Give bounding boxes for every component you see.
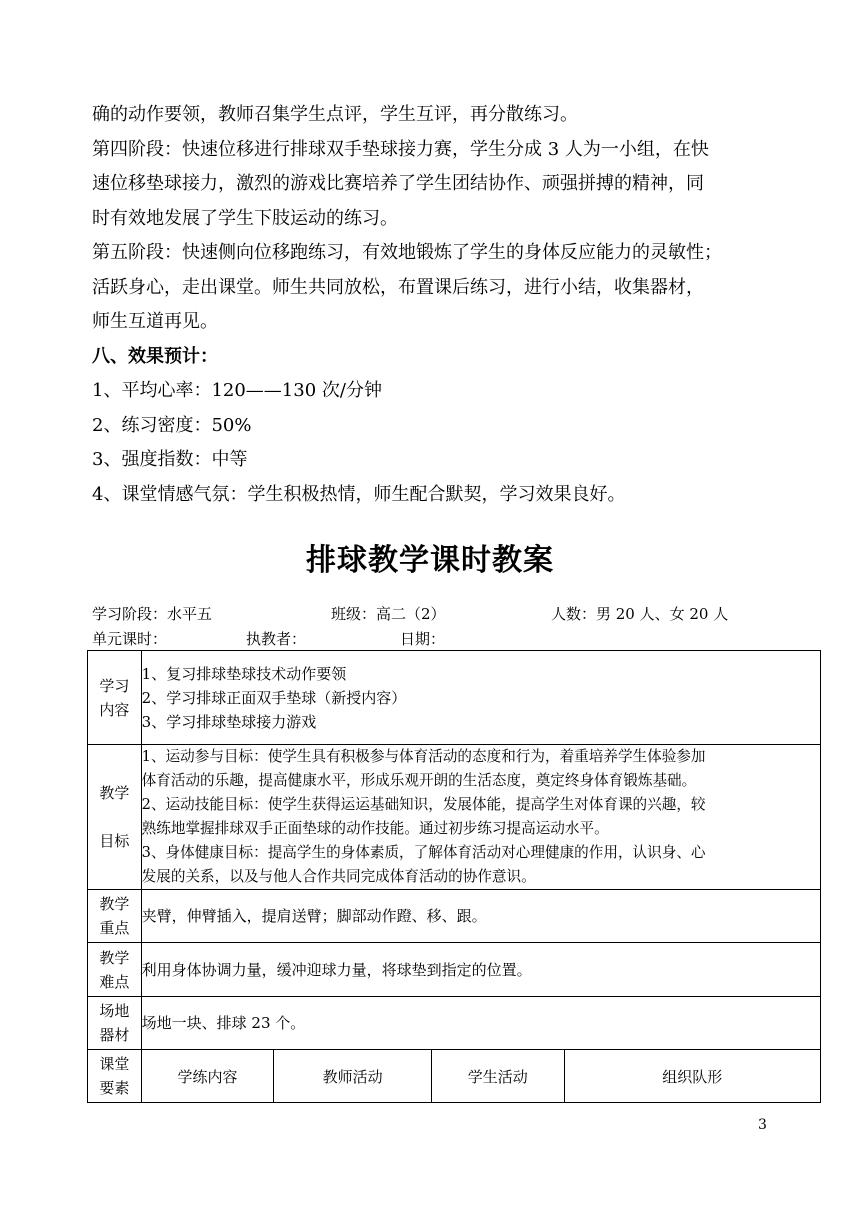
row-content-equipment: 场地一块、排球 23 个。 bbox=[141, 997, 820, 1050]
effect-item: 1、平均心率：120——130 次/分钟 bbox=[92, 380, 382, 401]
content-line: 1、复习排球垫球技术动作要领 bbox=[141, 664, 347, 683]
row-content-difficulties: 利用身体协调力量，缓冲迎球力量，将球垫到指定的位置。 bbox=[141, 943, 820, 997]
text-line: 第四阶段：快速位移进行排球双手垫球接力赛，学生分成 3 人为一小组，在快 bbox=[92, 138, 709, 160]
goal-line: 熟练地掌握排球双手正面垫球的动作技能。通过初步练习提高运动水平。 bbox=[141, 820, 609, 837]
header-practice-content: 学练内容 bbox=[141, 1050, 274, 1103]
meta-teacher: 执教者： bbox=[246, 630, 307, 648]
row-content-goals bbox=[141, 745, 820, 890]
lesson-plan-title: 排球教学课时教案 bbox=[306, 543, 554, 578]
page-number: 3 bbox=[758, 1117, 767, 1133]
content-line: 3、学习排球垫球接力游戏 bbox=[141, 712, 317, 731]
effect-item: 2、练习密度：50% bbox=[92, 414, 252, 436]
header-student-activity: 学生活动 bbox=[431, 1050, 564, 1103]
table-row bbox=[88, 651, 821, 745]
row-label-difficulties: 教学 难点 bbox=[88, 943, 142, 997]
table-row bbox=[88, 997, 821, 1050]
row-label-content: 学习 内容 bbox=[88, 651, 142, 745]
meta-unit-hours: 单元课时： bbox=[92, 630, 168, 648]
meta-stage: 学习阶段：水平五 bbox=[92, 605, 213, 623]
header-teacher-activity: 教师活动 bbox=[274, 1050, 432, 1103]
row-content-content bbox=[141, 651, 820, 745]
effect-item: 4、课堂情感气氛：学生积极热情，师生配合默契，学习效果良好。 bbox=[92, 483, 626, 505]
meta-date: 日期： bbox=[400, 630, 446, 648]
lesson-plan-table bbox=[87, 650, 821, 1103]
table-row bbox=[88, 745, 821, 890]
goal-line: 发展的关系，以及与他人合作共同完成体育活动的协作意识。 bbox=[141, 868, 536, 885]
text-line: 确的动作要领，教师召集学生点评，学生互评，再分散练习。 bbox=[92, 104, 578, 125]
table-row bbox=[88, 943, 821, 997]
goal-line: 3、身体健康目标：提高学生的身体素质，了解体育活动对心理健康的作用，认识身、心 bbox=[141, 844, 706, 861]
header-formation: 组织队形 bbox=[564, 1050, 820, 1103]
row-label-goals: 教学 目标 bbox=[88, 745, 142, 890]
text-line: 时有效地发展了学生下肢运动的练习。 bbox=[92, 207, 398, 229]
meta-headcount: 人数：男 20 人、女 20 人 bbox=[551, 605, 729, 623]
meta-class: 班级：高二（2） bbox=[331, 605, 446, 623]
table-row bbox=[88, 890, 821, 943]
text-line: 师生互道再见。 bbox=[92, 311, 218, 332]
text-line: 活跃身心，走出课堂。师生共同放松，布置课后练习，进行小结，收集器材， bbox=[92, 276, 704, 298]
goal-line: 1、运动参与目标：使学生具有积极参与体育活动的态度和行为，着重培养学生体验参加 bbox=[141, 748, 706, 765]
goal-line: 2、运动技能目标：使学生获得运运基础知识，发展体能，提高学生对体育课的兴趣，较 bbox=[141, 796, 706, 813]
section-heading-effect: 八、效果预计： bbox=[92, 345, 218, 367]
row-content-key-points: 夹臂，伸臂插入，提肩送臂；脚部动作蹬、移、跟。 bbox=[141, 890, 820, 943]
effect-item: 3、强度指数：中等 bbox=[92, 449, 248, 470]
row-label-elements: 课堂 要素 bbox=[88, 1050, 142, 1103]
content-line: 2、学习排球正面双手垫球（新授内容） bbox=[141, 688, 407, 707]
row-label-equipment: 场地 器材 bbox=[88, 997, 142, 1050]
text-line: 第五阶段：快速侧向位移跑练习，有效地锻炼了学生的身体反应能力的灵敏性； bbox=[92, 242, 722, 263]
goal-line: 体育活动的乐趣，提高健康水平，形成乐观开朗的生活态度，奠定终身体育锻炼基础。 bbox=[141, 772, 697, 789]
row-label-key-points: 教学 重点 bbox=[88, 890, 142, 943]
intro-text bbox=[92, 98, 792, 512]
table-row bbox=[88, 1050, 821, 1103]
text-line: 速位移垫球接力，激烈的游戏比赛培养了学生团结协作、顽强拼搏的精神，同 bbox=[92, 173, 704, 194]
